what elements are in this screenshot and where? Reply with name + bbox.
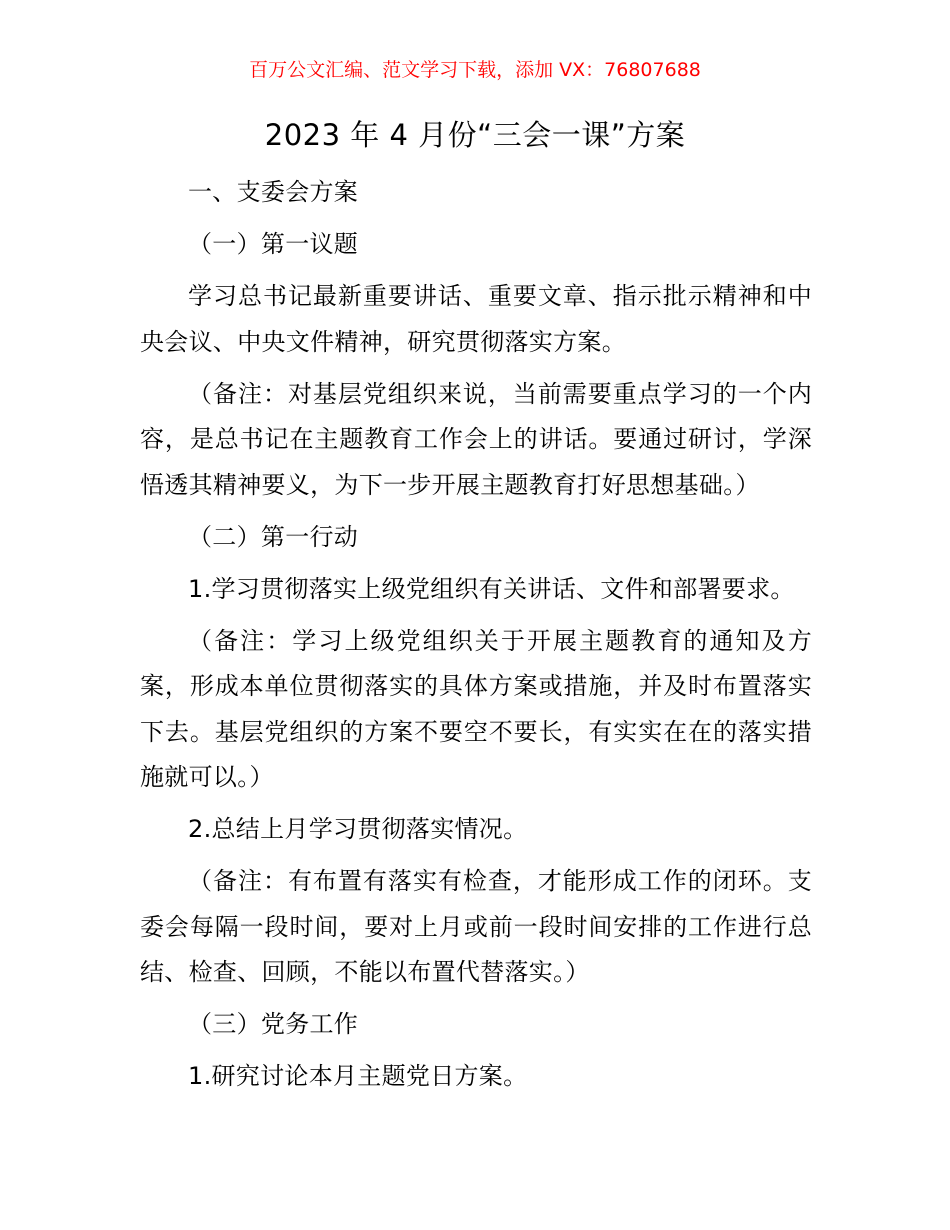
note-paragraph: （备注：学习上级党组织关于开展主题教育的通知及方案，形成本单位贯彻落实的具体方案或措施，并及时布置落实下去。基层党组织的方案不要空不要长，有实实在在的落实措施就可以。） [140,626,812,791]
note-paragraph: （备注：对基层党组织来说，当前需要重点学习的一个内容，是总书记在主题教育工作会上的讲话。要通过研讨，学深悟透其精神要义，为下一步开展主题教育打好思想基础。） [140,379,812,499]
body-paragraph: 学习总书记最新重要讲话、重要文章、指示批示精神和中央会议、中央文件精神，研究贯彻落实方案。 [140,282,812,356]
subsection-heading: （三）党务工作 [188,1010,359,1038]
section-heading: 一、支委会方案 [188,178,359,206]
note-paragraph: （备注：有布置有落实有检查，才能形成工作的闭环。支委会每隔一段时间，要对上月或前一段时间安排的工作进行总结、检查、回顾，不能以布置代替落实。） [140,867,812,986]
list-item: 2.总结上月学习贯彻落实情况。 [188,815,528,843]
document-title: 2023 年 4 月份“三会一课”方案 [264,118,686,152]
subsection-heading: （二）第一行动 [188,522,359,551]
subsection-heading: （一）第一议题 [188,230,359,258]
list-item: 1.学习贯彻落实上级党组织有关讲话、文件和部署要求。 [188,574,795,603]
document-body [140,170,812,1106]
list-item: 1.研究讨论本月主题党日方案。 [188,1062,528,1090]
promo-banner: 百万公文汇编、范文学习下载，添加 VX：76807688 [249,59,701,81]
